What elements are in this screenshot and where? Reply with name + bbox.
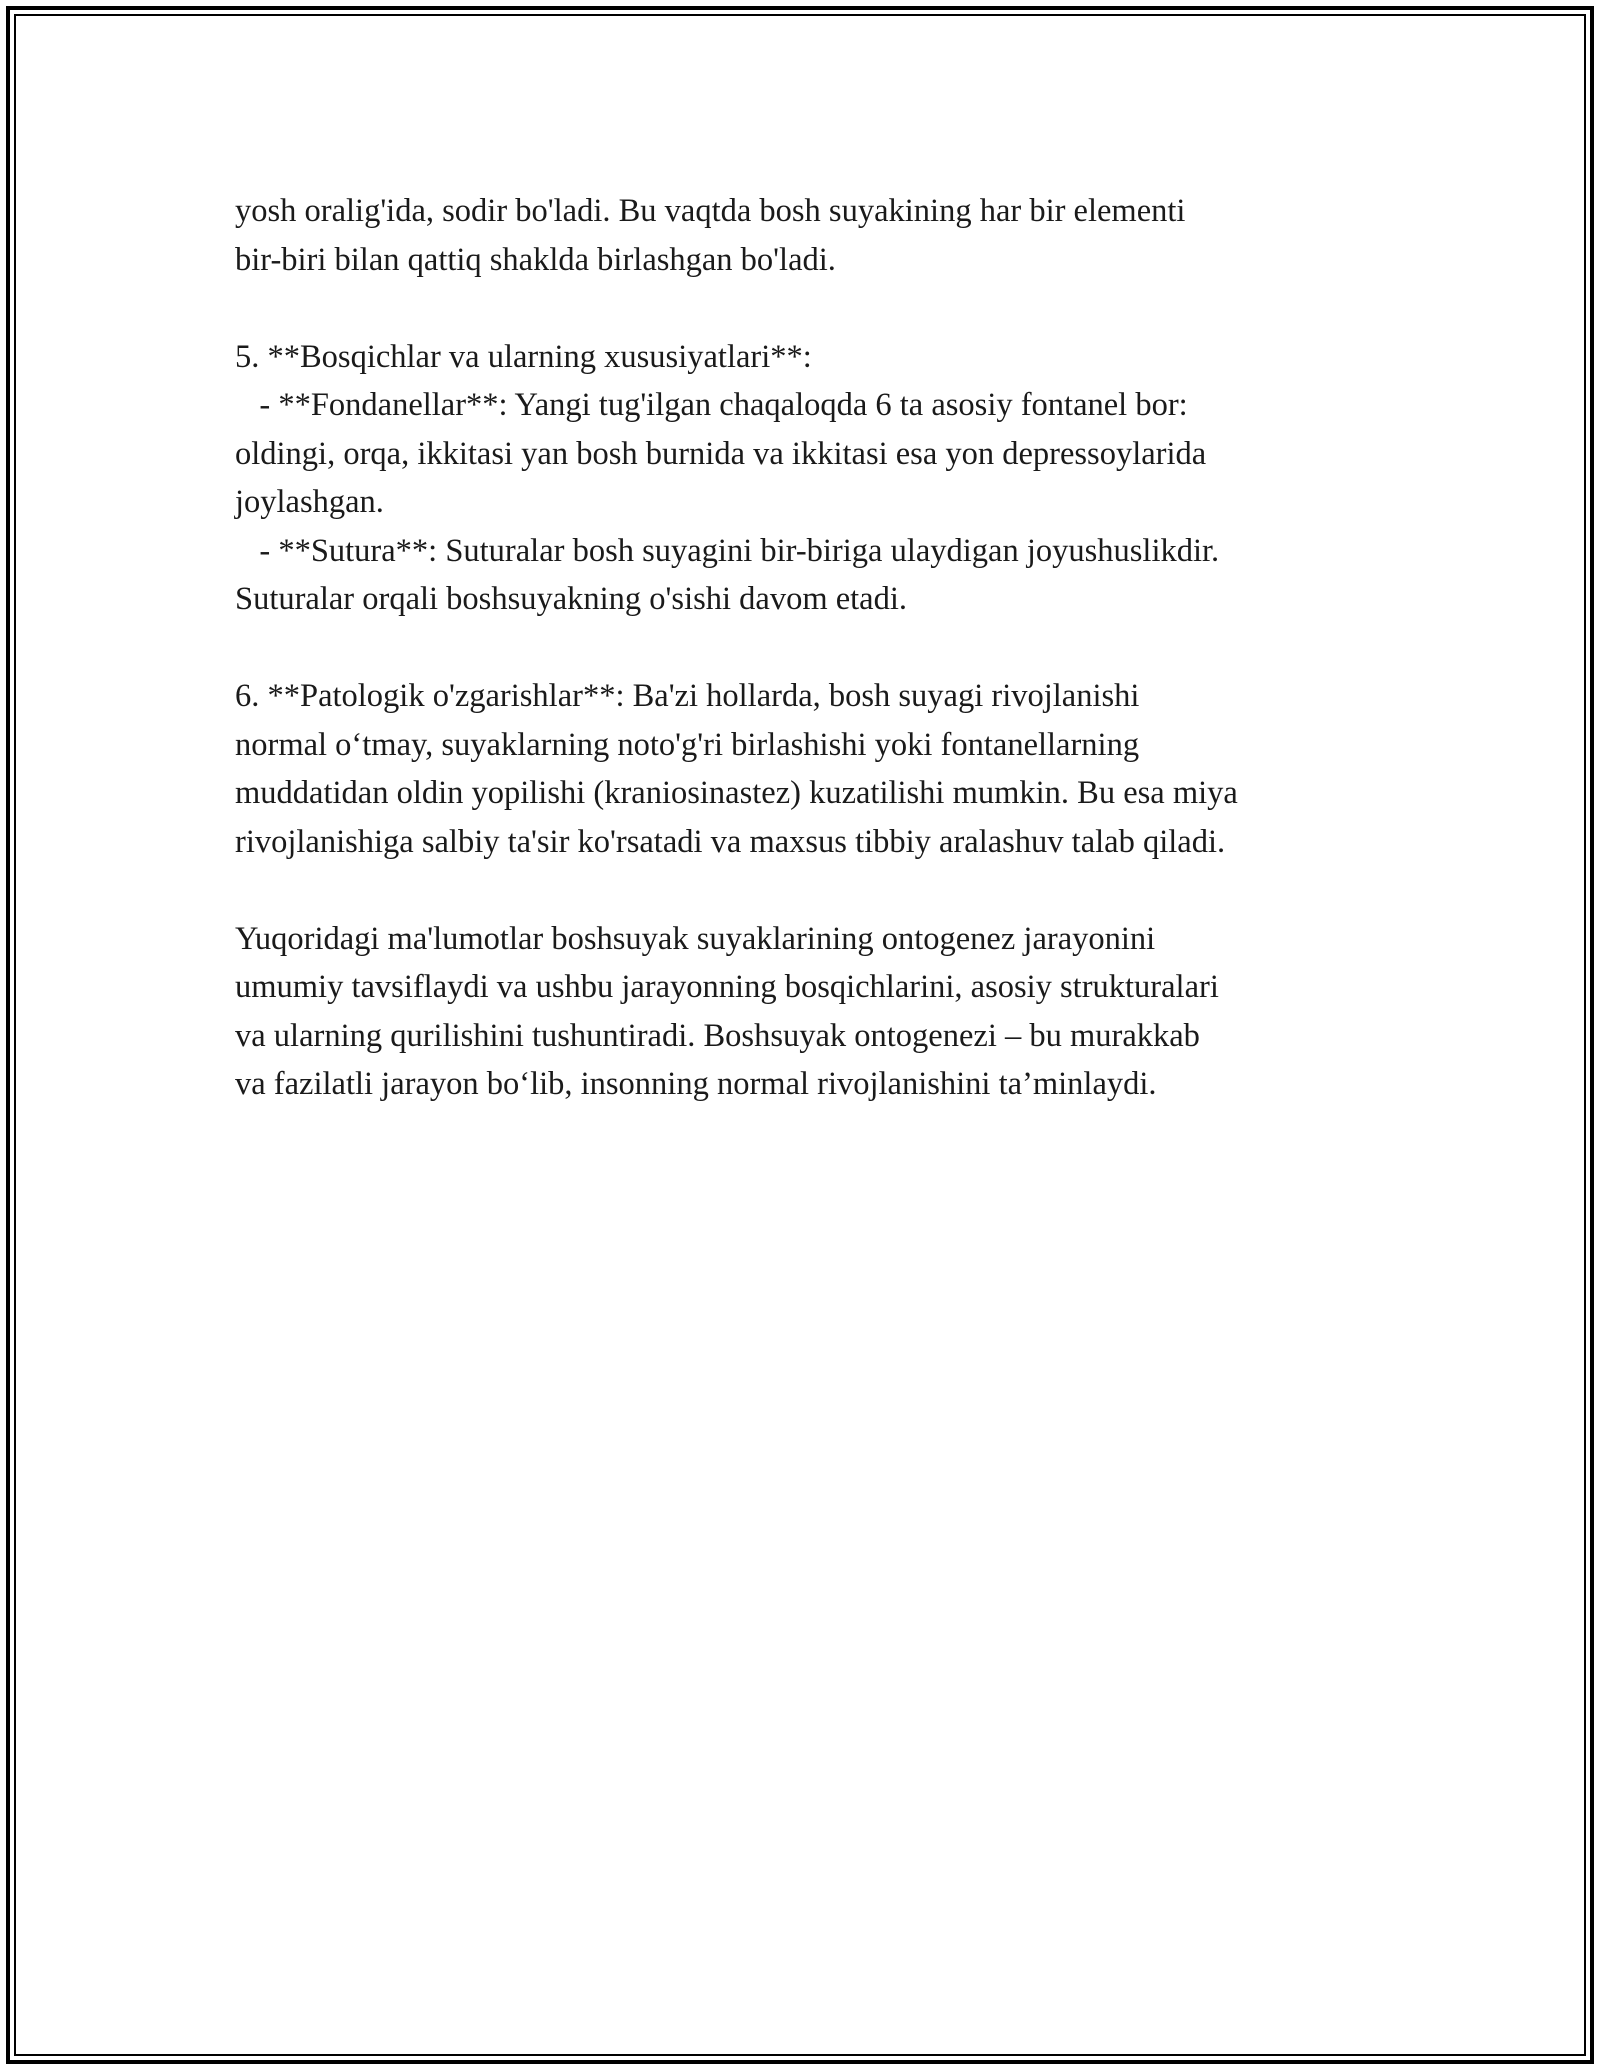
text-line: Yuqoridagi ma'lumotlar boshsuyak suyaklarining ontogenez jarayonini [235,920,1156,957]
document-body [235,187,1415,1109]
text-line: yosh oralig'ida, sodir bo'ladi. Bu vaqtda bosh suyakining har bir elementi [235,193,1186,229]
paragraph-gap [235,284,1415,333]
text-line: joylashgan. [235,484,384,520]
list-item: - **Sutura**: Suturalar bosh suyagini bir-biriga ulaydigan joyushuslikdir. [235,532,1220,569]
text-line: va fazilatli jarayon bo‘lib, insonning normal rivojlanishini ta’minlaydi. [235,1066,1157,1102]
list-item: - **Fondanellar**: Yangi tug'ilgan chaqaloqda 6 ta asosiy fontanel bor: [235,387,1188,423]
text-line: va ularning qurilishini tushuntiradi. Boshsuyak ontogenezi – bu murakkab [235,1017,1200,1054]
text-line: oldingi, orqa, ikkitasi yan bosh burnida va ikkitasi esa yon depressoylarida [235,435,1207,472]
section-heading: 5. **Bosqichlar va ularning xususiyatlari**: [235,338,812,375]
text-line: umumiy tavsiflaydi va ushbu jarayonning bosqichlarini, asosiy strukturalari [235,969,1219,1005]
text-line: rivojlanishiga salbiy ta'sir ko'rsatadi va maxsus tibbiy aralashuv talab qiladi. [235,823,1226,860]
section-heading: 6. **Patologik o'zgarishlar**: Ba'zi hollarda, bosh suyagi rivojlanishi [235,678,1140,714]
paragraph-gap [235,624,1415,673]
text-line: bir-biri bilan qattiq shaklda birlashgan bo'ladi. [235,241,836,278]
text-line: normal o‘tmay, suyaklarning noto'g'ri birlashishi yoki fontanellarning [235,726,1140,763]
paragraph-gap [235,866,1415,915]
text-line: Suturalar orqali boshsuyakning o'sishi davom etadi. [235,581,908,617]
text-line: muddatidan oldin yopilishi (kraniosinastez) kuzatilishi mumkin. Bu esa miya [235,775,1238,811]
